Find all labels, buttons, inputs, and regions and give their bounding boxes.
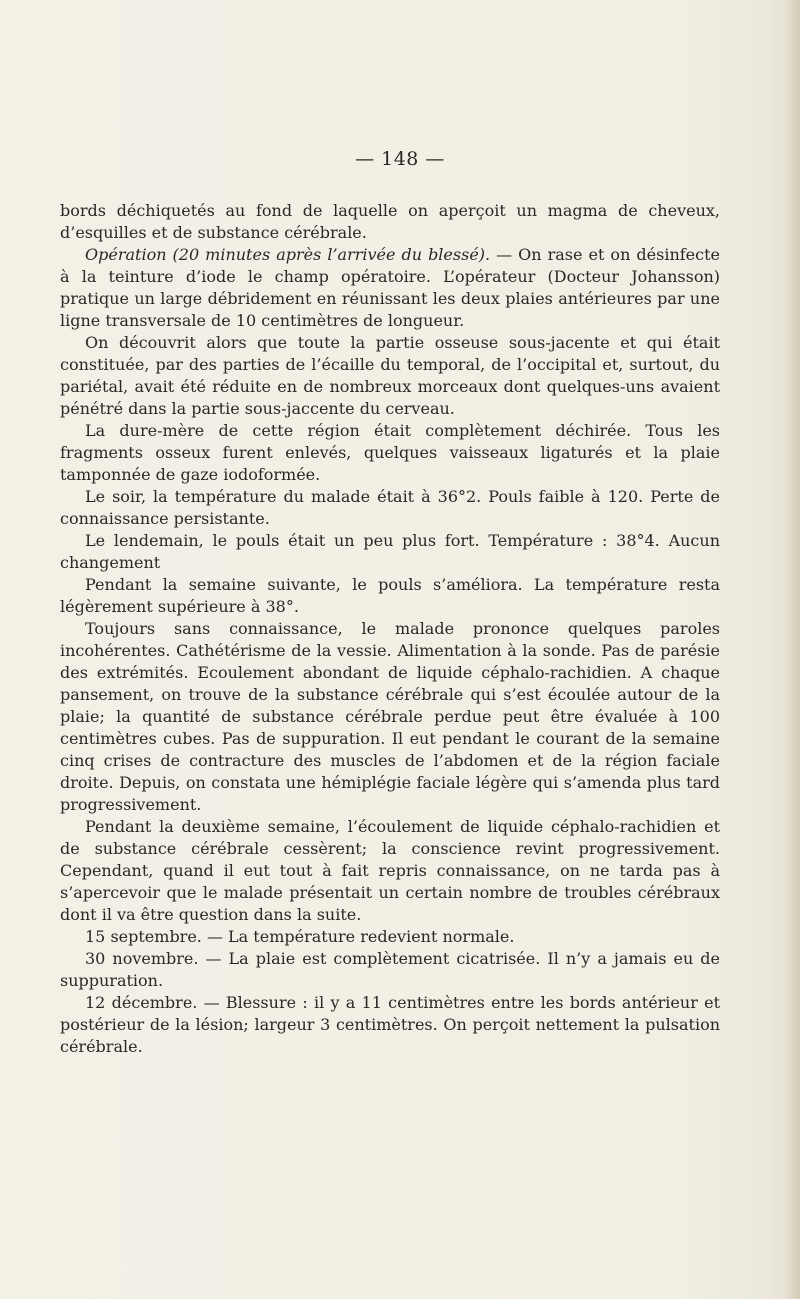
paragraph-following-week: Pendant la semaine suivante, le pouls s’améliora. La température resta légèrement supérieure à 38°.	[60, 575, 720, 616]
paragraph-discovery: On découvrit alors que toute la partie osseuse sous-jacente et qui était constituée, par des parties de l’écaille du temporal, de l’occipital et, surtout, du pariétal, avait été réduite en de nombreux morceaux dont quelques-uns avaient pénétré dans la partie sous-jaccente du cerveau.	[60, 333, 720, 418]
paragraph-unconscious: Toujours sans connaissance, le malade prononce quelques paroles incohérentes. Cathétérisme de la vessie. Alimentation à la sonde. Pas de parésie des extrémités. Ecoulement abondant de liquide céphalo-rachidien. A chaque pansement, on trouve de la substance cérébrale qui s’est écoulée autour de la plaie; la quantité de substance cérébrale perdue peut être évaluée à 100 centimètres cubes. Pas de suppuration. Il eut pendant le courant de la semaine cinq crises de contracture des muscles de l’abdomen et de la région faciale droite. Depuis, on constata une hémiplégie faciale légère qui s’amenda plus tard progressivement.	[60, 619, 720, 814]
paragraph-evening: Le soir, la température du malade était à 36°2. Pouls faible à 120. Perte de connaissance persistante.	[60, 487, 720, 528]
paragraph-sept-15: 15 septembre. — La température redevient normale.	[85, 927, 515, 946]
paragraph-operation	[60, 244, 720, 332]
paragraph-dec-12: 12 décembre. — Blessure : il y a 11 centimètres entre les bords antérieur et postérieur de la lésion; largeur 3 centimètres. On perçoit nettement la pulsation cérébrale.	[60, 993, 720, 1056]
paragraph-second-week: Pendant la deuxième semaine, l’écoulement de liquide céphalo-rachidien et de substance cérébrale cessèrent; la conscience revint progressivement. Cependant, quand il eut tout à fait repris connaissance, on ne tarda pas à s’apercevoir que le malade présentait un certain nombre de troubles cérébraux dont il va être question dans la suite.	[60, 817, 720, 924]
paragraph-dura-mater: La dure-mère de cette région était complètement déchirée. Tous les fragments osseux furent enlevés, quelques vaisseaux ligaturés et la plaie tamponnée de gaze iodoformée.	[60, 421, 720, 484]
paragraph-nov-30: 30 novembre. — La plaie est complètement cicatrisée. Il n’y a jamais eu de suppuration.	[60, 949, 720, 990]
operation-label: Opération (20 minutes après l’arrivée du blessé).	[85, 245, 491, 264]
page-edge-shadow	[786, 0, 800, 1299]
operation-text: — On rase et on désinfecte à la teinture d’iode le champ opératoire. L’opérateur (Docteur Johansson) pratique un large débridement en réunissant les deux plaies antérieures par une ligne transversale de 10 centimètres de longueur.	[60, 245, 720, 330]
body-text	[60, 200, 720, 1058]
paragraph-next-day: Le lendemain, le pouls était un peu plus fort. Température : 38°4. Aucun changement	[60, 531, 720, 572]
page-number: — 148 —	[355, 148, 445, 170]
paragraph-continuation: bords déchiquetés au fond de laquelle on aperçoit un magma de cheveux, d’esquilles et de substance cérébrale.	[60, 201, 720, 242]
